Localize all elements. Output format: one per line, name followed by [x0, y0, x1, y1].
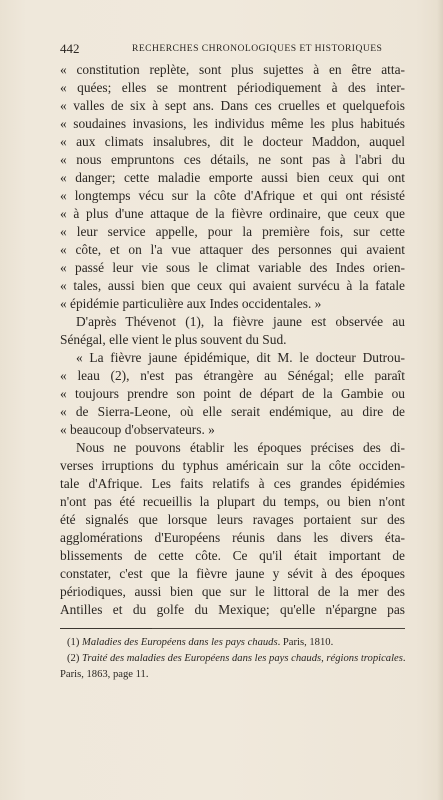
footnote-2-continued: Paris, 1863, page 11.: [60, 669, 149, 680]
text-line: « passé leur vie sous le climat variable des Indes orien-: [60, 260, 405, 275]
text-line: « quées; elles se montrent périodiquement à des inter-: [60, 80, 405, 95]
text-line: « aux climats insalubres, dit le docteur Maddon, auquel: [60, 134, 405, 149]
footnote-title: Traité des maladies des Européens dans les pays chauds, régions tropicales: [82, 653, 403, 664]
text-line: « tales, aussi bien que ceux qui avaient survécu à la fatale: [60, 278, 405, 293]
text-line: constater, c'est que la fièvre jaune y sévit à des époques: [60, 566, 405, 581]
footnote-2: [60, 651, 405, 667]
footnote-title: Maladies des Européens dans les pays chauds: [82, 637, 278, 648]
text-line: n'ont pas été recueillis la plupart du temps, ou bien n'ont: [60, 494, 405, 509]
text-line: « toujours prendre son point de départ de la Gambie ou: [60, 386, 405, 401]
text-line: « constitution replète, sont plus sujettes à en être atta-: [60, 62, 405, 77]
text-line: blissements de cette côte. Ce qu'il était important de: [60, 548, 405, 563]
paper-edge-shadow: [437, 0, 443, 800]
text-line: « La fièvre jaune épidémique, dit M. le docteur Dutrou-: [76, 350, 405, 365]
text-line: été signalés que lorsque leurs ravages portaient sur des: [60, 512, 405, 527]
text-line: « de Sierra-Leone, où elle serait endémique, au dire de: [60, 404, 405, 419]
text-line: « leur service appelle, pour la première fois, sur cette: [60, 224, 405, 239]
footnote-rule: [60, 628, 152, 629]
text-line: « à plus d'une attaque de la fièvre ordinaire, que ceux que: [60, 206, 405, 221]
footnote-mark: (2): [67, 653, 80, 664]
footnote-1: [60, 635, 405, 651]
text-line: « côte, et on l'a vue attaquer des personnes qui avaient: [60, 242, 405, 257]
page-header: [60, 41, 404, 57]
text-line: périodiques, aussi bien que sur le littoral de la mer des: [60, 584, 405, 599]
footnotes: [60, 628, 405, 683]
page-number: 442: [60, 41, 80, 56]
text-line: « beaucoup d'observateurs. »: [60, 422, 215, 437]
text-line: verses irruptions du typhus américain sur la côte occiden-: [60, 458, 405, 473]
text-line: « longtemps vécu sur la côte d'Afrique et qui ont résisté: [60, 188, 405, 203]
text-line: Nous ne pouvons établir les époques précises des di-: [76, 440, 405, 455]
running-title: RECHERCHES CHRONOLOGIQUES ET HISTORIQUES: [132, 43, 383, 54]
text-line: Sénégal, elle vient le plus souvent du Sud.: [60, 332, 287, 347]
text-line: agglomérations d'Européens réunis dans les divers éta-: [60, 530, 405, 545]
footnote-mark: (1): [67, 637, 80, 648]
text-line: « danger; cette maladie emporte aussi bien ceux qui ont: [60, 170, 405, 185]
text-line: tale d'Afrique. Les faits relatifs à ces grandes épidémies: [60, 476, 405, 491]
footnote-text: . Paris, 1810.: [277, 637, 334, 648]
text-line: « nous empruntons ces détails, ne sont pas à l'abri du: [60, 152, 405, 167]
text-line: « soudaines invasions, les individus même les plus habitués: [60, 116, 405, 131]
text-line: « leau (2), n'est pas étrangère au Sénégal; elle paraît: [60, 368, 405, 383]
text-line: « valles de six à sept ans. Dans ces cruelles et quelquefois: [60, 98, 405, 113]
body-text: [60, 61, 405, 619]
text-line: D'après Thévenot (1), la fièvre jaune est observée au: [76, 314, 405, 329]
footnote-text: .: [402, 653, 406, 664]
text-line: « épidémie particulière aux Indes occidentales. »: [60, 296, 322, 311]
text-line: Antilles et du golfe du Mexique; qu'elle n'épargne pas: [60, 602, 405, 617]
